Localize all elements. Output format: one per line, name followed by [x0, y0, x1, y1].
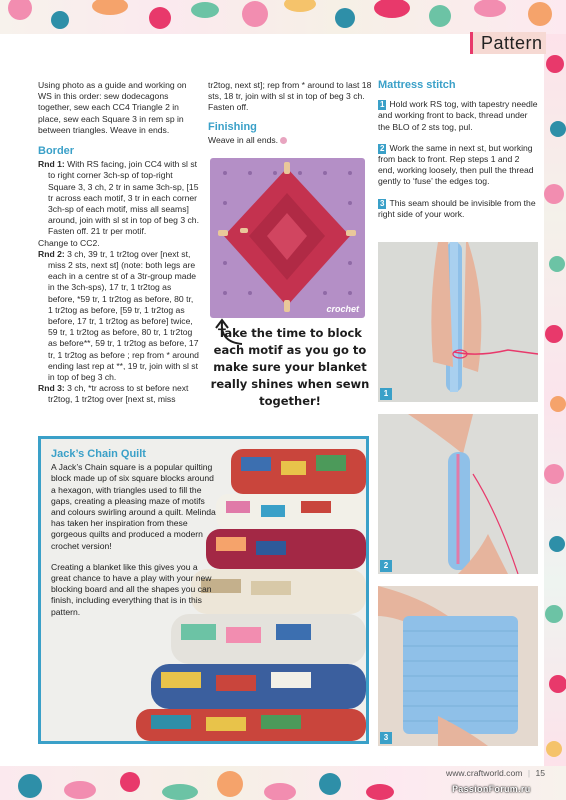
- round-3-continued: tr2tog, next st]; rep from * around to last 18 sts, 18 tr, join with sl st in top of beg 3 ch. Fasten off.: [208, 80, 372, 113]
- step-badge: 1: [380, 388, 392, 400]
- column-middle: [208, 80, 372, 146]
- step-badge: 3: [380, 732, 392, 744]
- mattress-heading: Mattress stitch: [378, 79, 456, 91]
- page-footer: [405, 768, 545, 778]
- intro-paragraph: Using photo as a guide and working on WS in this order: sew dodecagons together, sew each CC4 Triangle 2 in place, sew each Square 3 in rem sp in between triangles. Weave in ends.: [38, 80, 187, 135]
- change-colour: Change to CC2.: [38, 237, 100, 248]
- footer-site: www.craftworld.com: [446, 768, 523, 778]
- floral-pattern: [544, 34, 566, 766]
- floral-pattern: [0, 0, 566, 34]
- quilt-paragraph-2: Creating a blanket like this gives you a great chance to have a play with your new blocking board and all the shapes you can finish, including everything that is in this pattern.: [51, 561, 212, 617]
- step-3: 3 This seam should be invisible from the right side of your work.: [378, 197, 536, 219]
- step-badge: 2: [380, 560, 392, 572]
- column-right: [378, 80, 538, 230]
- footer-separator: |: [527, 768, 531, 778]
- quilt-feature-box: [38, 436, 369, 744]
- floral-border-top: [0, 0, 566, 34]
- mattress-stitch-photo: [378, 242, 538, 402]
- watermark: PassionForum.ru: [452, 784, 531, 794]
- step-photo-1: [378, 242, 538, 402]
- blocking-board-photo: [210, 158, 365, 318]
- mattress-stitch-photo: [378, 586, 538, 746]
- step-2: 2 Work the same in next st, but working from back to front. Rep steps 1 and 2 end, working loosely, then pull the thread gently to ‘fuse’ the edges tog.: [378, 142, 534, 187]
- border-heading: Border: [38, 145, 75, 158]
- round-3: Rnd 3: 3 ch, *tr across to st before next tr2tog, 1 tr2tog over [next st, miss: [38, 383, 189, 405]
- blocking-board-illustration: [210, 158, 365, 318]
- quilt-paragraph-1: A Jack’s Chain square is a popular quilting block made up of six square blocks around a hexagon, with triangles used to fill the gaps, creating a pleasing maze of motifs and colours swirling around a quilt. Melinda has taken her inspiration from these gorgeous quilts and produced a modern crochet version!: [51, 462, 216, 551]
- floral-border-right: [544, 34, 566, 766]
- finishing-text: Weave in all ends.: [208, 135, 372, 146]
- step-photo-3: [378, 586, 538, 746]
- column-left: [38, 80, 200, 406]
- round-2: Rnd 2: 3 ch, 39 tr, 1 tr2tog over [next st, miss 2 sts, next st] (note: both legs are each in a centre st of a 3tr-group made in the 3ch-sps), 17 tr, 1 tr2tog as before, *59 tr, 1 tr2tog as before, 80 tr, 1 tr2tog as before, [59 tr, 1 tr2tog as before, 17 tr, 1 tr2tog as before] twice, 59 tr, 1 tr2tog as before, 80 tr, 1 tr2tog as before**, 59 tr, 1 tr2tog as before, 17 tr, 1 tr2tog as before ; rep from * around ending last rep at **, 19 tr, join with sl st in top of beg 3 ch.: [38, 248, 199, 383]
- step-1: 1 Hold work RS tog, with tapestry needle and working front to back, thread under the BLO of 2 sts tog, pul.: [378, 99, 538, 132]
- step-photo-2: [378, 414, 538, 574]
- end-marker-icon: [280, 137, 287, 144]
- quilt-heading: Jack’s Chain Quilt: [51, 448, 146, 460]
- brand-label: crochet: [326, 304, 359, 314]
- round-1: Rnd 1: With RS facing, join CC4 with sl st to right corner 3ch-sp of top-right Square 3, 3 ch, 2 tr in same 3ch-sp, [15 tr across each motif, 3 tr in each corner 3ch-sp of each motif, miss all seams] around, join with sl st in top of beg 3 ch. Fasten off. 21 tr per motif.: [38, 159, 199, 237]
- quilt-text: [51, 449, 216, 628]
- page-number: 15: [535, 768, 545, 778]
- finishing-heading: Finishing: [208, 120, 257, 133]
- handwritten-tip: Take the time to block each motif as you go to make sure your blanket really shines when sewn together!: [210, 326, 370, 408]
- mattress-stitch-photo: [378, 414, 538, 574]
- section-tab: Pattern: [470, 32, 546, 54]
